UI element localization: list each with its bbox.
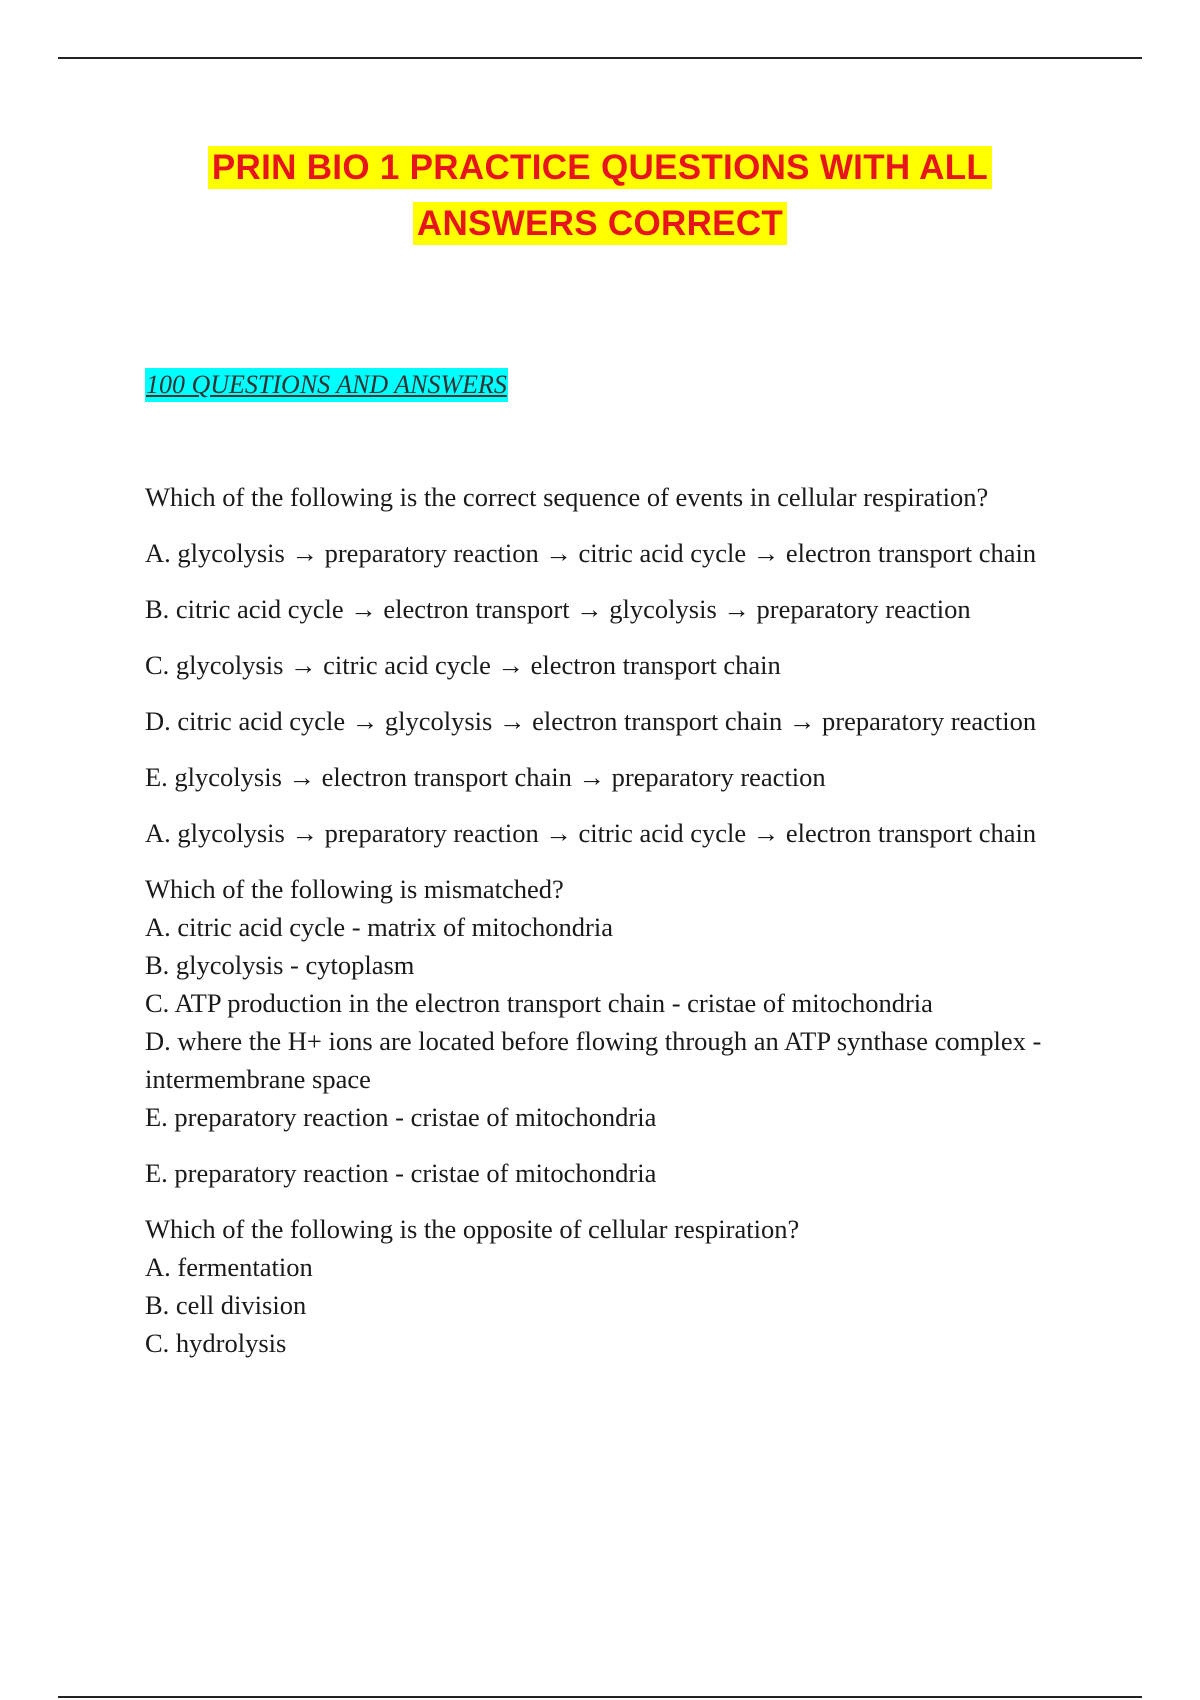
question-2-answer: E. preparatory reaction - cristae of mitochondria <box>145 1158 657 1188</box>
question-2-option-a: A. citric acid cycle - matrix of mitochondria <box>145 912 613 942</box>
question-1-option-a: A. glycolysis → preparatory reaction → citric acid cycle → electron transport chain <box>145 538 1037 568</box>
question-2-option-d: D. where the H+ ions are located before flowing through an ATP synthase complex - intermembrane space <box>145 1026 1042 1094</box>
question-3-option-b: B. cell division <box>145 1290 307 1320</box>
questions-content <box>145 478 1065 1362</box>
question-1-option-e: E. glycolysis → electron transport chain → preparatory reaction <box>145 762 826 792</box>
document-title <box>0 140 1200 252</box>
title-line-2: ANSWERS CORRECT <box>0 196 1200 252</box>
question-1-answer: A. glycolysis → preparatory reaction → citric acid cycle → electron transport chain <box>145 818 1037 848</box>
question-1: Which of the following is the correct sequence of events in cellular respiration? <box>145 482 989 512</box>
question-2-option-e: E. preparatory reaction - cristae of mitochondria <box>145 1102 657 1132</box>
question-3-option-c: C. hydrolysis <box>145 1328 287 1358</box>
subtitle: 100 QUESTIONS AND ANSWERS <box>145 368 508 402</box>
bottom-rule <box>58 1696 1142 1698</box>
question-1-option-d: D. citric acid cycle → glycolysis → electron transport chain → preparatory reaction <box>145 706 1037 736</box>
question-1-option-b: B. citric acid cycle → electron transport → glycolysis → preparatory reaction <box>145 594 971 624</box>
question-2-option-b: B. glycolysis - cytoplasm <box>145 950 415 980</box>
title-line-1: PRIN BIO 1 PRACTICE QUESTIONS WITH ALL <box>0 140 1200 196</box>
top-rule <box>58 57 1142 59</box>
question-1-option-c: C. glycolysis → citric acid cycle → electron transport chain <box>145 650 781 680</box>
question-3-option-a: A. fermentation <box>145 1252 313 1282</box>
question-2-option-c: C. ATP production in the electron transport chain - cristae of mitochondria <box>145 988 933 1018</box>
question-3: Which of the following is the opposite of cellular respiration? <box>145 1214 800 1244</box>
question-2: Which of the following is mismatched? <box>145 874 564 904</box>
